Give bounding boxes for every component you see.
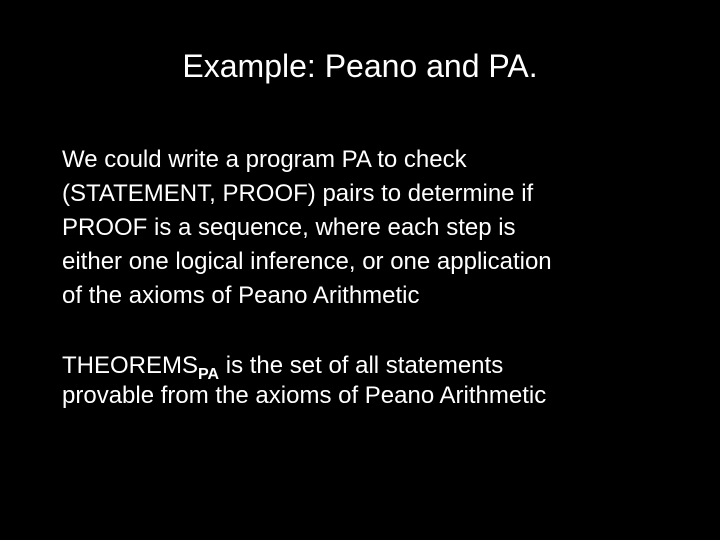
slide-title: Example: Peano and PA. (182, 48, 538, 84)
paragraph-line: of the axioms of Peano Arithmetic (62, 282, 420, 309)
theorems-definition: is the set of all statements (219, 352, 504, 379)
paragraph-line (62, 351, 682, 381)
theorems-term: THEOREMS (62, 352, 199, 379)
theorems-subscript: PA (198, 366, 220, 383)
paragraph-line: (STATEMENT, PROOF) pairs to determine if (62, 180, 534, 207)
paragraph-program-pa (62, 143, 682, 313)
paragraph-line: PROOF is a sequence, where each step is (62, 214, 516, 241)
paragraph-line: provable from the axioms of Peano Arithmetic (62, 382, 547, 409)
paragraph-line: either one logical inference, or one application (62, 248, 552, 275)
paragraph-line: We could write a program PA to check (62, 146, 467, 173)
paragraph-theorems (62, 351, 682, 411)
